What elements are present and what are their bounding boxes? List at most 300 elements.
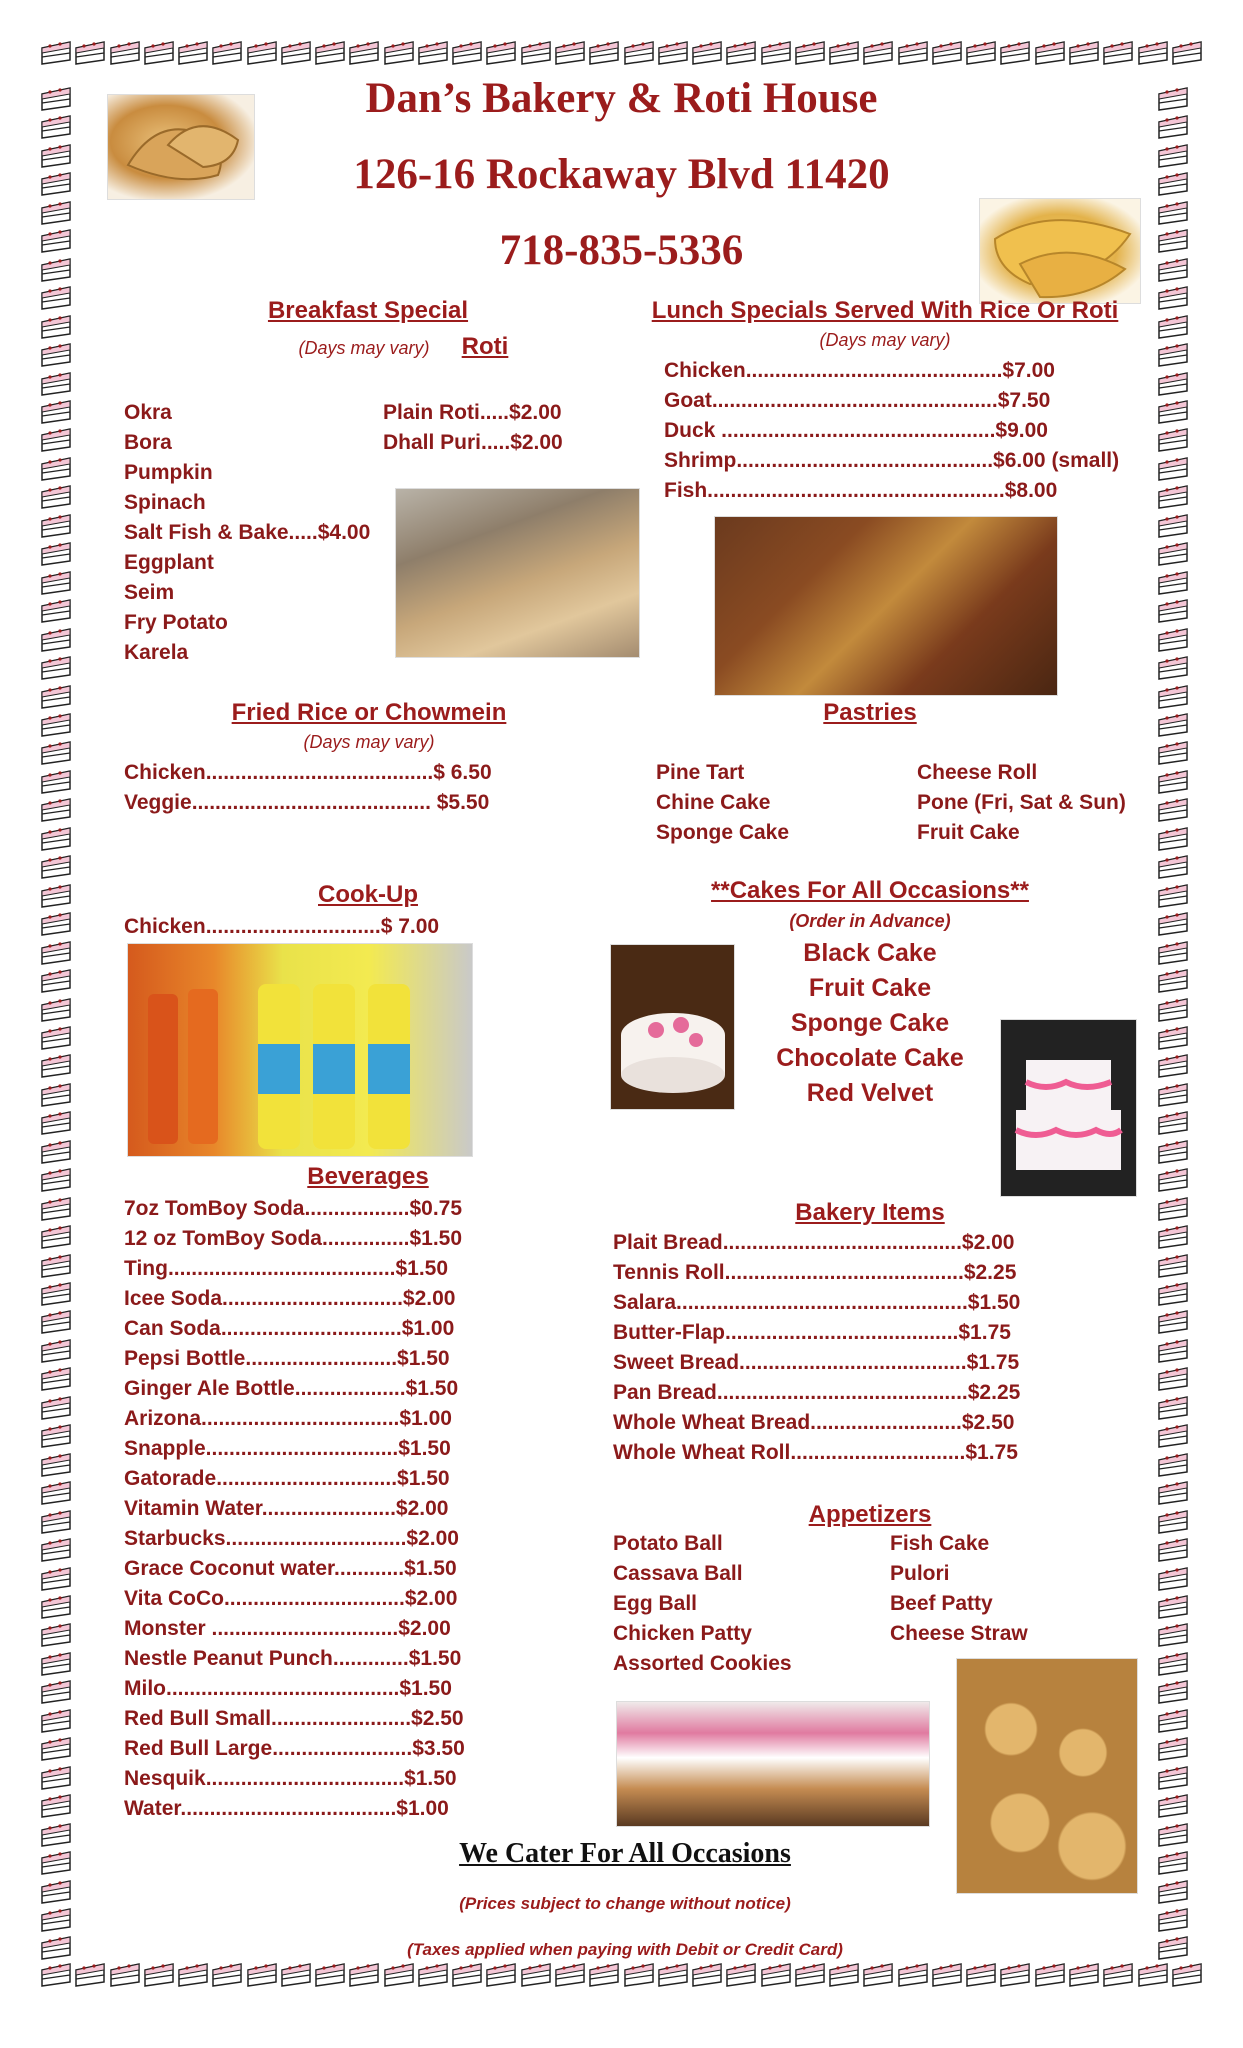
cake-photo-white — [610, 944, 735, 1110]
bakery-item: Plait Bread.........................................$2.00 — [613, 1231, 1015, 1254]
cake-slice-icon — [1157, 1281, 1189, 1307]
breakfast-item: Pumpkin — [124, 461, 213, 484]
cake-slice-icon — [897, 40, 929, 66]
cake-slice-icon — [931, 1962, 963, 1988]
cake-slice-icon — [1157, 1025, 1189, 1051]
cake-slice-icon — [1157, 228, 1189, 254]
bakery-item: Tennis Roll.........................................$2.25 — [613, 1261, 1017, 1284]
beverage-item: Water.....................................$1.00 — [124, 1797, 449, 1820]
cake-slice-icon — [1157, 1224, 1189, 1250]
cake-slice-icon — [520, 40, 552, 66]
cake-slice-icon — [40, 1366, 72, 1392]
cake-slice-icon — [794, 1962, 826, 1988]
beverage-item: Grace Coconut water............$1.50 — [124, 1557, 457, 1580]
beverage-item: 7oz TomBoy Soda..................$0.75 — [124, 1197, 463, 1220]
cake-slice-icon — [40, 1679, 72, 1705]
cake-slice-icon — [1157, 371, 1189, 397]
cake-slice-icon — [1157, 911, 1189, 937]
beverage-item: Ginger Ale Bottle...................$1.50 — [124, 1377, 459, 1400]
cake-slice-icon — [828, 1962, 860, 1988]
cake-slice-icon — [177, 40, 209, 66]
cake-slice-icon — [1157, 1053, 1189, 1079]
pastries-left-list — [656, 758, 789, 848]
pastry-photo-topright — [979, 198, 1141, 304]
cake-slice-icon — [40, 1822, 72, 1848]
cake-slice-icon — [40, 456, 72, 482]
cake-slice-icon — [1157, 86, 1189, 112]
cake-slice-icon — [40, 684, 72, 710]
buffet-photo-lunch — [714, 516, 1058, 696]
cake-slice-icon — [1157, 114, 1189, 140]
cake-slice-icon — [40, 940, 72, 966]
cookup-list — [124, 912, 439, 942]
cake-photo-pink — [1000, 1019, 1137, 1197]
lunch-item: Duck ...............................................$9.00 — [664, 419, 1048, 442]
cake-slice-icon — [451, 1962, 483, 1988]
cake-slice-icon — [1157, 1253, 1189, 1279]
cake-slice-icon — [1157, 1395, 1189, 1421]
cake-slice-icon — [40, 228, 72, 254]
cake-slice-icon — [1157, 1765, 1189, 1791]
price-disclaimer: (Prices subject to change without notice) — [459, 1894, 791, 1913]
cake-slice-icon — [1137, 40, 1169, 66]
cake-slice-icon — [40, 1196, 72, 1222]
beverage-item: Icee Soda...............................$2.00 — [124, 1287, 456, 1310]
soda-bottles-photo — [127, 943, 473, 1157]
beverage-item: Monster ................................$2.00 — [124, 1617, 451, 1640]
cakes-list — [752, 936, 988, 1111]
bakery-name: Dan’s Bakery & Roti House — [365, 75, 878, 122]
appetizer-item: Beef Patty — [890, 1592, 993, 1615]
cake-slice-icon — [1157, 1196, 1189, 1222]
beverage-item: Can Soda...............................$1.00 — [124, 1317, 455, 1340]
cake-slice-icon — [588, 1962, 620, 1988]
lunch-note: (Days may vary) — [819, 330, 951, 350]
cake-slice-icon — [40, 1053, 72, 1079]
bakery-item: Salara..................................................$1.50 — [613, 1291, 1021, 1314]
bakery-item: Butter-Flap........................................$1.75 — [613, 1321, 1011, 1344]
fried-rice-note: (Days may vary) — [303, 732, 435, 752]
cake-slice-icon — [1157, 1309, 1189, 1335]
cake-slice-icon — [109, 1962, 141, 1988]
cake-slice-icon — [40, 1509, 72, 1535]
cake-slice-icon — [794, 40, 826, 66]
fried-rice-title: Fried Rice or Chowmein — [231, 699, 507, 726]
beverages-list — [124, 1194, 465, 1824]
cake-slice-icon — [177, 1962, 209, 1988]
cake-slice-icon — [897, 1962, 929, 1988]
cake-slice-icon — [40, 257, 72, 283]
buffet-photo-breakfast — [395, 488, 640, 658]
cake-item: Fruit Cake — [808, 974, 932, 1002]
appetizer-item: Pulori — [890, 1562, 950, 1585]
cake-slice-icon — [40, 114, 72, 140]
appetizers-right-list — [890, 1529, 1028, 1649]
cake-slice-icon — [40, 1025, 72, 1051]
cake-slice-icon — [657, 40, 689, 66]
bakery-item: Sweet Bread.......................................$1.75 — [613, 1351, 1020, 1374]
cake-slice-icon — [862, 1962, 894, 1988]
cake-slice-icon — [40, 1167, 72, 1193]
cake-slice-icon — [1157, 342, 1189, 368]
beverage-item: Milo........................................$1.50 — [124, 1677, 452, 1700]
cake-slice-icon — [1157, 1879, 1189, 1905]
cake-slice-icon — [1157, 541, 1189, 567]
cake-slice-icon — [1157, 1338, 1189, 1364]
beverage-item: Arizona..................................$1.00 — [124, 1407, 452, 1430]
pastry-item: Pine Tart — [656, 761, 745, 784]
cake-item: Black Cake — [803, 939, 937, 967]
cake-slice-icon — [40, 1309, 72, 1335]
cake-slice-icon — [40, 1224, 72, 1250]
cake-slice-icon — [1171, 40, 1203, 66]
cater-heading: We Cater For All Occasions — [459, 1838, 791, 1869]
bottles-illustration — [128, 944, 472, 1156]
cake-slice-icon — [1157, 1708, 1189, 1734]
bakery-item: Whole Wheat Roll..............................$1.75 — [613, 1441, 1018, 1464]
cake-slice-icon — [40, 1879, 72, 1905]
cake-slice-icon — [1157, 883, 1189, 909]
cake-slice-icon — [40, 1395, 72, 1421]
cake-slice-icon — [40, 1566, 72, 1592]
cake-slice-icon — [40, 655, 72, 681]
cake-slice-icon — [74, 1962, 106, 1988]
beverage-item: Pepsi Bottle..........................$1.50 — [124, 1347, 450, 1370]
cake-slice-icon — [1157, 968, 1189, 994]
cake-slice-icon — [40, 769, 72, 795]
cake-slice-icon — [1157, 1537, 1189, 1563]
cake-slice-icon — [40, 399, 72, 425]
cake-slice-icon — [40, 1082, 72, 1108]
cake-slice-icon — [1157, 1509, 1189, 1535]
cake-slice-icon — [485, 1962, 517, 1988]
cake-slice-icon — [246, 40, 278, 66]
breakfast-item: Fry Potato — [124, 611, 228, 634]
cake-slice-icon — [40, 911, 72, 937]
cake-slice-icon — [1157, 143, 1189, 169]
cake-slice-icon — [1137, 1962, 1169, 1988]
breakfast-note: (Days may vary) — [298, 338, 430, 358]
cake-slice-icon — [760, 1962, 792, 1988]
fried-rice-list — [124, 758, 492, 818]
pastry-photo-topleft — [107, 94, 255, 200]
breakfast-item: Okra — [124, 401, 172, 424]
cake-slice-icon — [383, 40, 415, 66]
cake-slice-icon — [554, 40, 586, 66]
beverage-item: Red Bull Small........................$2.50 — [124, 1707, 464, 1730]
cake-item: Red Velvet — [806, 1079, 934, 1107]
cake-slice-icon — [40, 1110, 72, 1136]
lunch-item: Goat.................................................$7.50 — [664, 389, 1051, 412]
lunch-list — [664, 356, 1119, 506]
cake-slice-icon — [1157, 598, 1189, 624]
cake-slice-icon — [40, 1793, 72, 1819]
cake-slice-icon — [1034, 1962, 1066, 1988]
cake-slice-icon — [40, 1935, 72, 1961]
cake-slice-icon — [1157, 1082, 1189, 1108]
cake-slice-icon — [1171, 1962, 1203, 1988]
cake-slice-icon — [40, 371, 72, 397]
cake-slice-icon — [760, 40, 792, 66]
cake-slice-icon — [1157, 257, 1189, 283]
breakfast-title: Breakfast Special — [267, 297, 469, 324]
cake-slice-icon — [1157, 1167, 1189, 1193]
cake-slice-icon — [1157, 1793, 1189, 1819]
cake-slice-icon — [40, 1594, 72, 1620]
cake-slice-icon — [280, 40, 312, 66]
cake-slice-icon — [40, 1452, 72, 1478]
appetizer-item: Cassava Ball — [613, 1562, 743, 1585]
cake-slice-icon — [1157, 1622, 1189, 1648]
cake-slice-icon — [1157, 1935, 1189, 1961]
breakfast-item: Bora — [124, 431, 172, 454]
cake-slice-icon — [1157, 1366, 1189, 1392]
cake-slice-icon — [1157, 826, 1189, 852]
bakery-address: 126-16 Rockaway Blvd 11420 — [353, 151, 890, 198]
cake-slice-icon — [1157, 570, 1189, 596]
cake-slice-icon — [40, 1423, 72, 1449]
cake-slice-icon — [1157, 484, 1189, 510]
cake-slice-icon — [40, 740, 72, 766]
bakery-list — [613, 1228, 1020, 1468]
beverage-item: Red Bull Large........................$3.50 — [124, 1737, 465, 1760]
cookies-photo — [616, 1701, 930, 1827]
cake-slice-icon — [40, 968, 72, 994]
cake-slice-icon — [1157, 684, 1189, 710]
fried-rice-item: Chicken.......................................$ 6.50 — [124, 761, 492, 784]
cake-slice-icon — [1157, 797, 1189, 823]
cookup-title: Cook-Up — [318, 881, 418, 908]
beverage-item: Vitamin Water.......................$2.00 — [124, 1497, 449, 1520]
pastry-item: Chine Cake — [656, 791, 771, 814]
cake-slice-icon — [1034, 40, 1066, 66]
appetizers-title: Appetizers — [808, 1501, 932, 1528]
cake-slice-icon — [40, 883, 72, 909]
cakes-note: (Order in Advance) — [789, 911, 951, 931]
cake-slice-icon — [40, 513, 72, 539]
tax-disclaimer: (Taxes applied when paying with Debit or Credit Card) — [407, 1940, 843, 1959]
roti-list — [383, 398, 563, 458]
appetizer-item: Assorted Cookies — [613, 1652, 792, 1675]
cake-slice-icon — [1157, 1423, 1189, 1449]
beverage-item: Nesquik..................................$1.50 — [124, 1767, 457, 1790]
cake-slice-icon — [348, 1962, 380, 1988]
pastry-item: Fruit Cake — [917, 821, 1020, 844]
bakery-item: Pan Bread...........................................$2.25 — [613, 1381, 1021, 1404]
roti-item: Plain Roti.....$2.00 — [383, 401, 562, 424]
cake-item: Chocolate Cake — [776, 1044, 964, 1072]
cake-slice-icon — [40, 712, 72, 738]
cake-slice-icon — [211, 1962, 243, 1988]
cake-slice-icon — [1157, 854, 1189, 880]
cake-slice-icon — [1102, 40, 1134, 66]
cake-slice-icon — [1157, 740, 1189, 766]
cake-slice-icon — [1157, 940, 1189, 966]
cake-slice-icon — [1157, 200, 1189, 226]
cake-slice-icon — [40, 86, 72, 112]
beverage-item: Vita CoCo...............................$2.00 — [124, 1587, 458, 1610]
patty-illustration — [980, 199, 1140, 303]
cake-slice-icon — [40, 826, 72, 852]
cake-slice-icon — [40, 200, 72, 226]
cake-slice-icon — [623, 40, 655, 66]
cake-slice-icon — [828, 40, 860, 66]
cake-slice-icon — [40, 1708, 72, 1734]
cake-slice-icon — [109, 40, 141, 66]
cake-slice-icon — [999, 40, 1031, 66]
cake-slice-icon — [40, 541, 72, 567]
cake-slice-icon — [725, 1962, 757, 1988]
cake-slice-icon — [40, 1281, 72, 1307]
cake-slice-icon — [383, 1962, 415, 1988]
cake-slice-icon — [40, 627, 72, 653]
pastry-item: Cheese Roll — [917, 761, 1038, 784]
cake-slice-icon — [40, 40, 72, 66]
cake-slice-icon — [40, 285, 72, 311]
lunch-item: Fish...................................................$8.00 — [664, 479, 1058, 502]
cake-slice-icon — [1102, 1962, 1134, 1988]
pink-cake-illustration — [1001, 1020, 1136, 1196]
appetizers-left-list — [613, 1529, 792, 1679]
cake-slice-icon — [965, 1962, 997, 1988]
cake-slice-icon — [417, 40, 449, 66]
cake-slice-icon — [40, 1622, 72, 1648]
lunch-title: Lunch Specials Served With Rice Or Roti — [651, 297, 1119, 324]
cake-slice-icon — [657, 1962, 689, 1988]
cake-slice-icon — [1157, 1679, 1189, 1705]
border-left — [40, 86, 86, 1962]
cake-slice-icon — [40, 1907, 72, 1933]
cake-slice-icon — [725, 40, 757, 66]
cake-slice-icon — [40, 1338, 72, 1364]
cake-slice-icon — [1157, 1850, 1189, 1876]
cake-slice-icon — [1157, 769, 1189, 795]
pastry-item: Pone (Fri, Sat & Sun) — [917, 791, 1126, 814]
cake-slice-icon — [40, 1253, 72, 1279]
cake-slice-icon — [965, 40, 997, 66]
cake-slice-icon — [931, 40, 963, 66]
cakes-title: **Cakes For All Occasions** — [711, 877, 1029, 904]
cake-slice-icon — [40, 1480, 72, 1506]
cake-slice-icon — [1157, 1452, 1189, 1478]
breakfast-item: Karela — [124, 641, 189, 664]
cake-slice-icon — [1157, 712, 1189, 738]
cake-slice-icon — [40, 1962, 72, 1988]
cake-slice-icon — [1068, 1962, 1100, 1988]
breakfast-item: Spinach — [124, 491, 206, 514]
beverage-item: Ting.......................................$1.50 — [124, 1257, 449, 1280]
beverages-title: Beverages — [307, 1163, 429, 1190]
breakfast-list — [124, 398, 370, 668]
pastry-item: Sponge Cake — [656, 821, 790, 844]
cake-slice-icon — [40, 427, 72, 453]
cake-slice-icon — [40, 598, 72, 624]
cake-slice-icon — [485, 40, 517, 66]
appetizer-item: Potato Ball — [613, 1532, 723, 1555]
pastries-right-list — [917, 758, 1126, 848]
cake-slice-icon — [246, 1962, 278, 1988]
beverage-item: 12 oz TomBoy Soda...............$1.50 — [124, 1227, 463, 1250]
cake-slice-icon — [1157, 627, 1189, 653]
cake-slice-icon — [1157, 1594, 1189, 1620]
appetizer-item: Chicken Patty — [613, 1622, 752, 1645]
cake-slice-icon — [1157, 314, 1189, 340]
cake-slice-icon — [40, 484, 72, 510]
cake-slice-icon — [211, 40, 243, 66]
border-right — [1157, 86, 1203, 1962]
appetizer-item: Fish Cake — [890, 1532, 990, 1555]
roti-title: Roti — [461, 333, 509, 360]
pastries-title: Pastries — [823, 699, 917, 726]
bakery-title: Bakery Items — [795, 1199, 945, 1226]
patties-photo — [956, 1658, 1138, 1894]
cake-slice-icon — [862, 40, 894, 66]
lunch-item: Shrimp............................................$6.00 (small) — [664, 449, 1120, 472]
cake-slice-icon — [1157, 1110, 1189, 1136]
cake-slice-icon — [280, 1962, 312, 1988]
cake-slice-icon — [1157, 997, 1189, 1023]
breakfast-item: Salt Fish & Bake.....$4.00 — [124, 521, 371, 544]
cake-slice-icon — [1157, 427, 1189, 453]
bakery-item: Whole Wheat Bread..........................$2.50 — [613, 1411, 1015, 1434]
cake-slice-icon — [588, 40, 620, 66]
cake-slice-icon — [1157, 1651, 1189, 1677]
cake-slice-icon — [623, 1962, 655, 1988]
cake-slice-icon — [40, 570, 72, 596]
cake-slice-icon — [40, 854, 72, 880]
white-cake-illustration — [611, 945, 734, 1109]
beverage-item: Starbucks...............................$2.00 — [124, 1527, 459, 1550]
cake-slice-icon — [1068, 40, 1100, 66]
cake-slice-icon — [691, 40, 723, 66]
cookup-item: Chicken..............................$ 7.00 — [124, 915, 440, 938]
cake-slice-icon — [74, 40, 106, 66]
cake-slice-icon — [40, 314, 72, 340]
fried-rice-item: Veggie......................................... $5.50 — [124, 791, 490, 814]
cake-slice-icon — [40, 1850, 72, 1876]
cake-slice-icon — [40, 797, 72, 823]
cake-slice-icon — [417, 1962, 449, 1988]
roti-item: Dhall Puri.....$2.00 — [383, 431, 563, 454]
cake-slice-icon — [1157, 1907, 1189, 1933]
cake-slice-icon — [314, 1962, 346, 1988]
cake-slice-icon — [40, 342, 72, 368]
cake-slice-icon — [999, 1962, 1031, 1988]
cake-slice-icon — [1157, 1139, 1189, 1165]
beverage-item: Nestle Peanut Punch.............$1.50 — [124, 1647, 462, 1670]
cake-item: Sponge Cake — [790, 1009, 950, 1037]
cake-slice-icon — [40, 171, 72, 197]
pastry-illustration — [108, 95, 254, 199]
cake-slice-icon — [1157, 1480, 1189, 1506]
cake-slice-icon — [40, 1537, 72, 1563]
cake-slice-icon — [520, 1962, 552, 1988]
cake-slice-icon — [40, 997, 72, 1023]
breakfast-item: Seim — [124, 581, 175, 604]
cake-slice-icon — [1157, 171, 1189, 197]
cake-slice-icon — [40, 1651, 72, 1677]
appetizer-item: Cheese Straw — [890, 1622, 1028, 1645]
cake-slice-icon — [1157, 1566, 1189, 1592]
beverage-item: Gatorade...............................$1.50 — [124, 1467, 450, 1490]
lunch-item: Chicken............................................$7.00 — [664, 359, 1055, 382]
cake-slice-icon — [554, 1962, 586, 1988]
cake-slice-icon — [143, 1962, 175, 1988]
breakfast-item: Eggplant — [124, 551, 214, 574]
cake-slice-icon — [143, 40, 175, 66]
cake-slice-icon — [451, 40, 483, 66]
bakery-phone[interactable]: 718-835-5336 — [499, 227, 744, 274]
